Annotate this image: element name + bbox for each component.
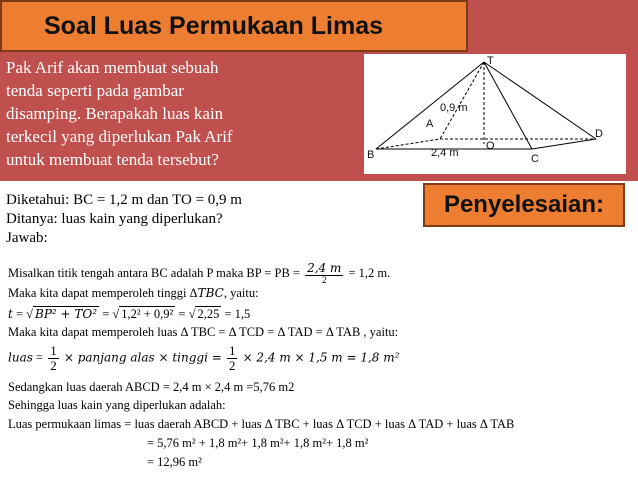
fraction-numerator: 1: [228, 343, 236, 358]
solution-heading: Penyelesaian:: [423, 183, 625, 227]
fraction-numerator: 2,4 m: [307, 261, 342, 275]
label-T: T: [487, 55, 494, 67]
work-line-total-sum: = 5,76 m² + 1,8 m²+ 1,8 m²+ 1,8 m²+ 1,8 m²: [147, 436, 369, 450]
work-line-height-intro: [8, 286, 259, 301]
work-line-needed: Sehingga luas kain yang diperlukan adalah:: [8, 398, 226, 412]
fraction: [48, 344, 59, 374]
edge-TD: [484, 62, 596, 139]
given-text: Diketahui: BC = 1,2 m dan TO = 0,9 m: [6, 192, 242, 208]
answer-label: Jawab:: [6, 230, 48, 246]
pyramid-figure: [364, 54, 626, 174]
pyramid-diagram: [364, 54, 626, 174]
edge-TC: [484, 62, 532, 149]
label-base: 2,4 m: [431, 147, 459, 159]
problem-line: terkecil yang diperlukan Pak Arif: [6, 127, 233, 146]
math-result: = 1,5: [221, 307, 251, 321]
work-line-area-intro: Maka kita dapat memperoleh luas Δ TBC = Δ TCD = Δ TAD = Δ TAB , yaitu:: [8, 325, 399, 339]
math-text: × 2,4 m × 1,5 m = 1,8 m²: [242, 350, 400, 365]
label-height: 0,9 m: [440, 102, 468, 114]
sqrt-content: 2,25: [197, 307, 220, 321]
work-text: Misalkan titik tengah antara BC adalah P maka BP = PB =: [8, 265, 300, 280]
math-op: =: [12, 307, 27, 321]
known-section: [6, 191, 242, 248]
work-text: = 1,2 m.: [348, 265, 391, 280]
sqrt-content: 1,2² + 0,9²: [121, 307, 174, 321]
math-op: =: [32, 350, 47, 365]
problem-statement: [6, 56, 306, 171]
edge-TA: [440, 62, 484, 139]
page-title: Soal Luas Permukaan Limas: [0, 0, 468, 52]
problem-line: disamping. Berapakah luas kain: [6, 104, 224, 123]
work-line-midpoint: [8, 262, 390, 286]
math-var: t: [8, 307, 13, 321]
work-line-height-calc: [8, 306, 250, 322]
problem-line: untuk membuat tenda tersebut?: [6, 150, 219, 169]
fraction: [227, 344, 238, 374]
fraction-denominator: 2: [321, 275, 327, 286]
sqrt-sign: √: [188, 307, 196, 321]
sqrt-sign: √: [26, 307, 34, 321]
work-text: , yaitu:: [223, 286, 259, 300]
work-text: Maka kita dapat memperoleh tinggi Δ: [8, 286, 198, 300]
label-A: A: [426, 118, 434, 130]
edge-CD: [532, 139, 596, 149]
math-op: =: [99, 307, 113, 321]
triangle-name: TBC: [197, 286, 224, 300]
math-text: × panjang alas × tinggi =: [63, 350, 222, 365]
problem-line: Pak Arif akan membuat sebuah: [6, 58, 219, 77]
label-O: O: [486, 140, 495, 152]
label-B: B: [367, 149, 375, 161]
fraction-numerator: 1: [50, 343, 57, 358]
work-line-base-area: Sedangkan luas daerah ABCD = 2,4 m × 2,4 m =5,76 m2: [8, 380, 295, 394]
fraction: [305, 262, 343, 286]
edge-TB: [376, 62, 484, 149]
work-line-area-calc: [8, 344, 399, 374]
work-line-total-formula: Luas permukaan limas = luas daerah ABCD + luas Δ TBC + luas Δ TCD + luas Δ TAD + luas Δ TAB: [8, 417, 515, 431]
math-op: =: [175, 307, 189, 321]
label-C: C: [531, 153, 539, 165]
sqrt-content: BP² + TO²: [35, 307, 98, 321]
work-line-total-result: = 12,96 m²: [147, 455, 202, 469]
math-var: luas: [8, 350, 33, 365]
fraction-denominator: 2: [50, 358, 57, 374]
problem-line: tenda seperti pada gambar: [6, 81, 184, 100]
fraction-denominator: 2: [228, 358, 236, 374]
label-D: D: [595, 128, 603, 140]
asked-text: Ditanya: luas kain yang diperlukan?: [6, 211, 223, 227]
sqrt-sign: √: [112, 307, 120, 321]
